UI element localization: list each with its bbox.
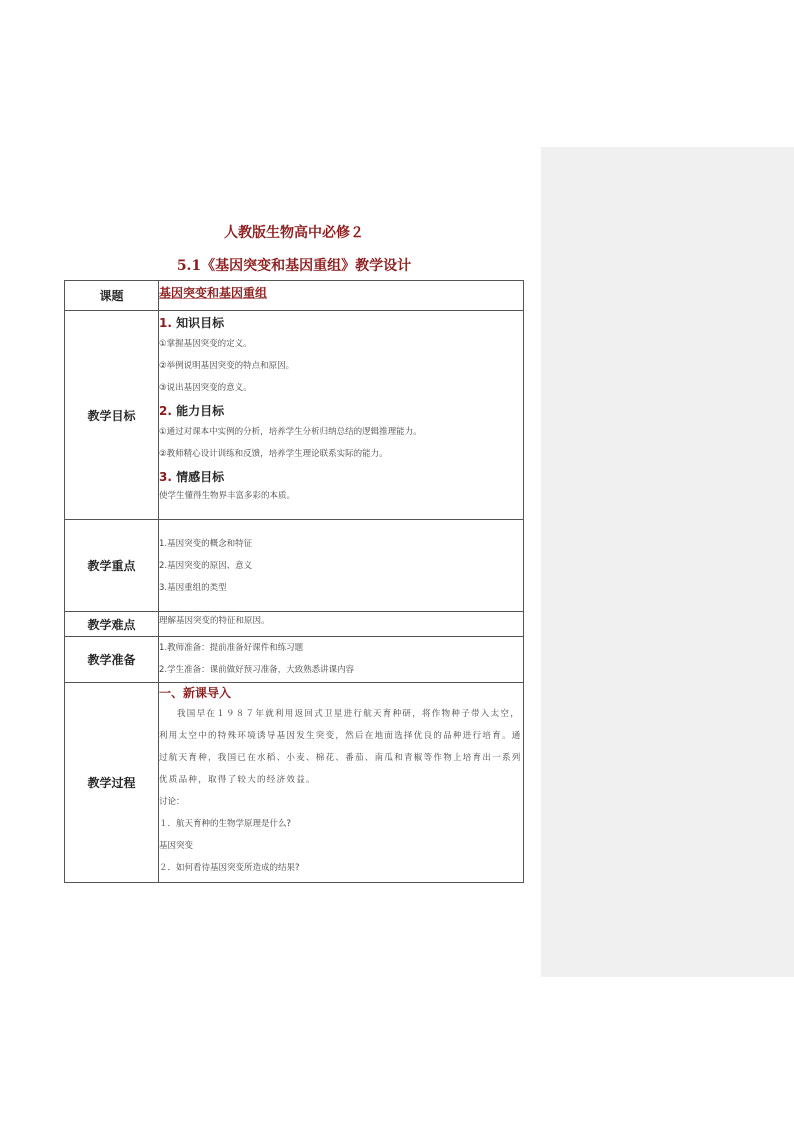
preparation-item: 1.教师准备：提前准备好课件和练习题 <box>159 643 304 653</box>
doc-title-line2: 5.1《基因突变和基因重组》教学设计 <box>176 258 412 274</box>
label-preparation: 教学准备 <box>65 637 159 683</box>
row-topic <box>65 281 524 311</box>
emotion-item: 使学生懂得生物界丰富多彩的本质。 <box>159 491 296 501</box>
cell-difficulty <box>159 612 524 637</box>
row-difficulty <box>65 612 524 637</box>
row-preparation <box>65 637 524 683</box>
lesson-plan-table <box>64 280 524 883</box>
label-topic: 课题 <box>65 281 159 311</box>
ability-item: ②教师精心设计训练和反馈，培养学生理论联系实际的能力。 <box>159 449 388 459</box>
ability-item: ①通过对课本中实例的分析，培养学生分析归纳总结的逻辑推理能力。 <box>159 427 422 437</box>
emotion-goal-heading <box>159 467 523 487</box>
knowledge-goal-num: 1. <box>159 316 172 330</box>
label-key-points: 教学重点 <box>65 520 159 612</box>
difficulty-value: 理解基因突变的特征和原因。 <box>159 616 270 626</box>
preparation-item: 2.学生准备：课前做好预习准备，大致熟悉讲课内容 <box>159 665 355 675</box>
cell-process <box>159 683 524 883</box>
key-point-item: 3.基因重组的类型 <box>159 582 227 593</box>
ability-goal-num: 2. <box>159 404 172 418</box>
row-goals <box>65 311 524 520</box>
ability-goal-heading <box>159 401 523 421</box>
cell-key-points <box>159 520 524 612</box>
process-paragraph: 我国早在１９８７年就利用返回式卫星进行航天育种研，将作物种子带入太空，利用太空中的特殊环境诱导基因发生突变，然后在地面选择优良的品种进行培育。通过航天育种，我国已在水稻、小麦、棉花、番茄、南瓜和青椒等作物上培育出一系列优质品种，取得了较大的经济效益。 <box>159 709 522 785</box>
cell-goals <box>159 311 524 520</box>
key-point-item: 2.基因突变的原因、意义 <box>159 560 253 571</box>
emotion-goal-title: 情感目标 <box>176 470 225 484</box>
process-discuss: 讨论： <box>159 797 185 807</box>
knowledge-item: ②举例说明基因突变的特点和原因。 <box>159 361 295 371</box>
topic-value: 基因突变和基因重组 <box>159 286 268 300</box>
doc-title-line1: 人教版生物高中必修２ <box>224 225 364 241</box>
emotion-goal-num: 3. <box>159 470 172 484</box>
cell-topic <box>159 281 524 311</box>
label-goals: 教学目标 <box>65 311 159 520</box>
process-answer-1: 基因突变 <box>159 841 194 851</box>
comment-pane <box>541 147 794 977</box>
row-key-points <box>65 520 524 612</box>
knowledge-goal-title: 知识目标 <box>176 316 225 330</box>
process-section-title: 一、新课导入 <box>159 686 232 700</box>
label-difficulty: 教学难点 <box>65 612 159 637</box>
key-point-item: 1.基因突变的概念和特征 <box>159 538 253 549</box>
cell-preparation <box>159 637 524 683</box>
ability-goal-title: 能力目标 <box>176 404 225 418</box>
knowledge-item: ③说出基因突变的意义。 <box>159 383 252 393</box>
process-question-1: １．航天育种的生物学原理是什么? <box>159 819 292 829</box>
process-question-2: ２．如何看待基因突变所造成的结果? <box>159 863 300 873</box>
knowledge-item: ①掌握基因突变的定义。 <box>159 339 252 349</box>
knowledge-goal-heading <box>159 313 523 333</box>
label-process: 教学过程 <box>65 683 159 883</box>
row-process <box>65 683 524 883</box>
